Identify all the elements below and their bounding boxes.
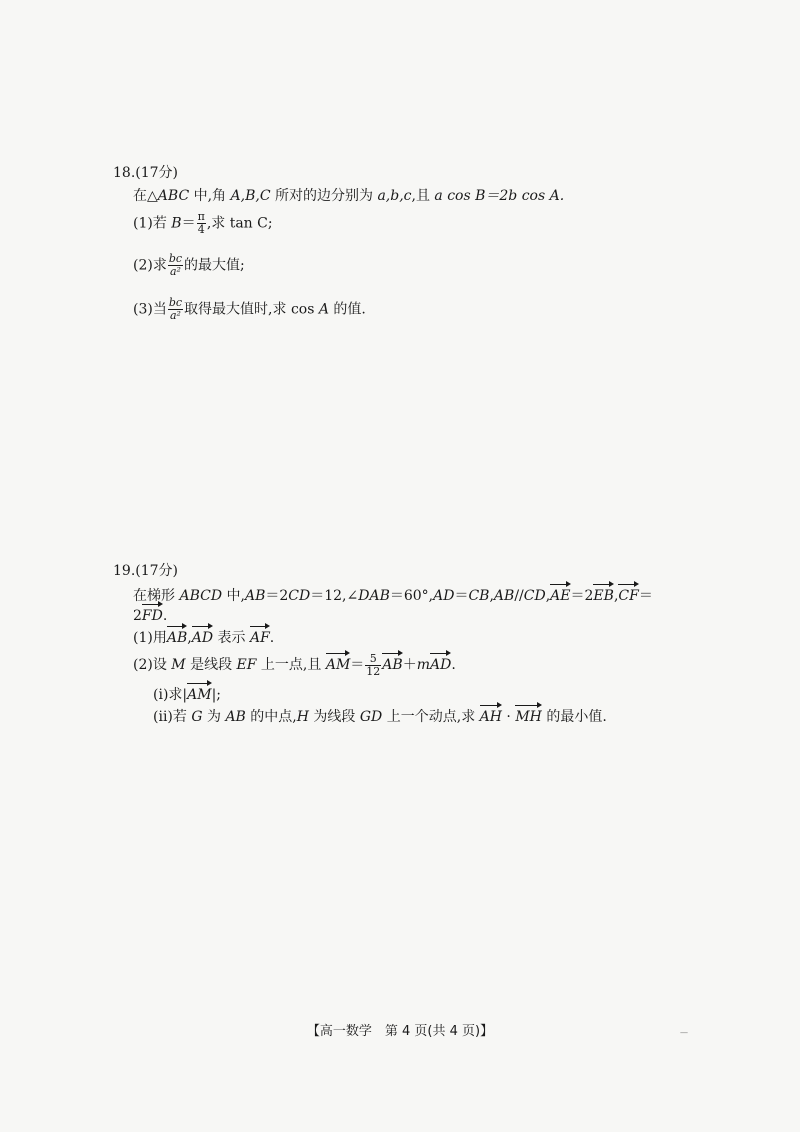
q19-pii-var: AB [225,709,246,725]
vector-ae: AE [550,583,570,606]
q19-stem-text: , [545,588,551,604]
q19-stem-var: DAB [358,588,390,604]
vector-cf: CF [618,583,638,606]
q19-pii-text: 的最小值. [541,709,607,725]
q18-p2-rest: 的最大值; [184,257,245,274]
vector-ah: AH [480,704,502,727]
q19-stem-text: ＝2 [265,588,289,604]
q19-p1-text: , [187,630,192,646]
q19-number: 19. [113,563,136,579]
q19-part2-i [153,682,221,705]
q18-stem-text: 在△ [133,188,158,204]
fraction-denominator: a² [169,265,181,278]
q18-triangle: ABC [157,188,190,204]
q19-p2-text: . [451,657,456,673]
q18-part1 [133,211,273,236]
q18-stem-text: 中,角 [189,188,231,204]
q19-part2-ii [153,704,607,727]
q18-p3-end: 的值. [328,301,366,318]
q18-p2-label: (2)求 [133,257,167,274]
q19-p2-label: (2)设 [133,657,172,673]
q18-part2 [133,253,245,278]
q19-stem-var: CB [468,588,490,604]
q19-p2-text: ＝ [350,657,365,673]
q19-pii-var: G [191,709,203,725]
vector-ad: AD [192,625,213,648]
q19-pii-text: 上一个动点,求 [382,709,480,725]
q18-p1-label: (1)若 [133,215,172,232]
q19-pi-text: |; [211,687,222,703]
vector-mh: MH [515,704,542,727]
q18-header [113,163,178,183]
q19-p2-text: 上一点,且 [256,657,326,673]
q19-stem [133,583,653,606]
corner-mark: — [680,1028,688,1037]
q19-p2-var: M [171,657,186,673]
q18-p3-rest: 取得最大值时,求 cos [184,301,319,318]
q19-stem-line2 [133,603,167,626]
q19-pii-var: H [296,709,309,725]
q19-stem-var: CD [288,588,311,604]
q19-stem-text: 在梯形 [133,588,180,604]
q19-p2-text: ＋ [402,657,417,673]
q19-p1-label: (1)用 [133,630,167,646]
q19-stem-var: AD [433,588,455,604]
q19-stem-text: ＝60°, [389,588,434,604]
q19-pii-label: (ⅱ)若 [153,709,192,725]
page-footer: 【高一数学 第 4 页(共 4 页)】 [306,1024,494,1039]
q19-stem-text: ＝ [454,588,469,604]
dot-product-symbol: · [501,709,516,725]
q19-stem-text: , [489,588,494,604]
q18-stem-text: 所对的边分别为 [270,188,378,204]
fraction-numerator: bc [168,252,183,265]
q19-stem-text: . [162,608,168,624]
q19-stem-text: 中, [222,588,245,604]
q19-part2 [133,652,456,678]
q19-stem-text: ＝12,∠ [310,588,359,604]
vector-af: AF [250,625,270,648]
fraction-denominator: 12 [366,664,381,678]
q19-stem-text: ＝ [638,588,653,604]
q19-p2-var: EF [236,657,257,673]
q19-pii-text: 为 [202,709,226,725]
q19-stem-text: , [613,588,619,604]
q18-sides: a,b,c [377,188,412,204]
vector-eb: EB [593,583,614,606]
q18-number: 18. [113,165,136,181]
fraction-numerator: bc [168,296,183,309]
q19-p1-text: . [269,630,275,646]
fraction-numerator: π [197,210,205,223]
q19-pii-text: 的中点, [245,709,297,725]
q18-stem [133,186,564,206]
q18-points: (17分) [135,165,179,181]
q19-stem-var: CD [523,588,546,604]
q19-stem-text: ＝2 [570,588,594,604]
q19-pii-var: GD [359,709,383,725]
q18-stem-text: ,且 [411,188,435,204]
q18-p1-eq: ＝ [181,215,196,232]
q18-part3 [133,297,366,322]
vector-fd: FD [142,603,163,626]
vector-ab: AB [382,652,402,675]
q18-p1-var: B [171,215,182,232]
q19-stem-var: ABCD [179,588,223,604]
q19-pi-label: (ⅰ)求| [153,687,188,703]
q19-stem-text: 2 [133,608,142,624]
fraction-denominator: a² [169,309,181,322]
bc-over-a2-fraction [168,253,183,278]
vector-ad: AD [430,652,451,675]
vector-am: AM [187,682,211,705]
bc-over-a2-fraction [168,297,183,322]
q19-stem-var: AB [244,588,266,604]
q19-p2-text: 是线段 [185,657,237,673]
q19-header [113,561,178,581]
five-twelfths-fraction [365,653,381,678]
fraction-numerator: 5 [365,653,381,666]
pi-over-4-fraction [197,211,206,236]
q19-p2-var: m [416,657,430,673]
q19-part1 [133,625,274,648]
q18-p3-var: A [318,301,329,318]
q19-stem-var: AB [493,588,515,604]
q18-p3-label: (3)当 [133,301,167,318]
q18-p1-rest: ,求 tan C; [206,215,273,232]
q19-stem-text: // [514,588,524,604]
vector-am: AM [326,652,350,675]
vector-ab: AB [167,625,187,648]
fraction-denominator: 4 [197,223,205,236]
q18-angles: A,B,C [230,188,271,204]
q19-p1-text: 表示 [213,630,250,646]
q19-pii-text: 为线段 [308,709,360,725]
q18-condition: a cos B＝2b cos A. [434,188,565,204]
q19-points: (17分) [135,563,179,579]
